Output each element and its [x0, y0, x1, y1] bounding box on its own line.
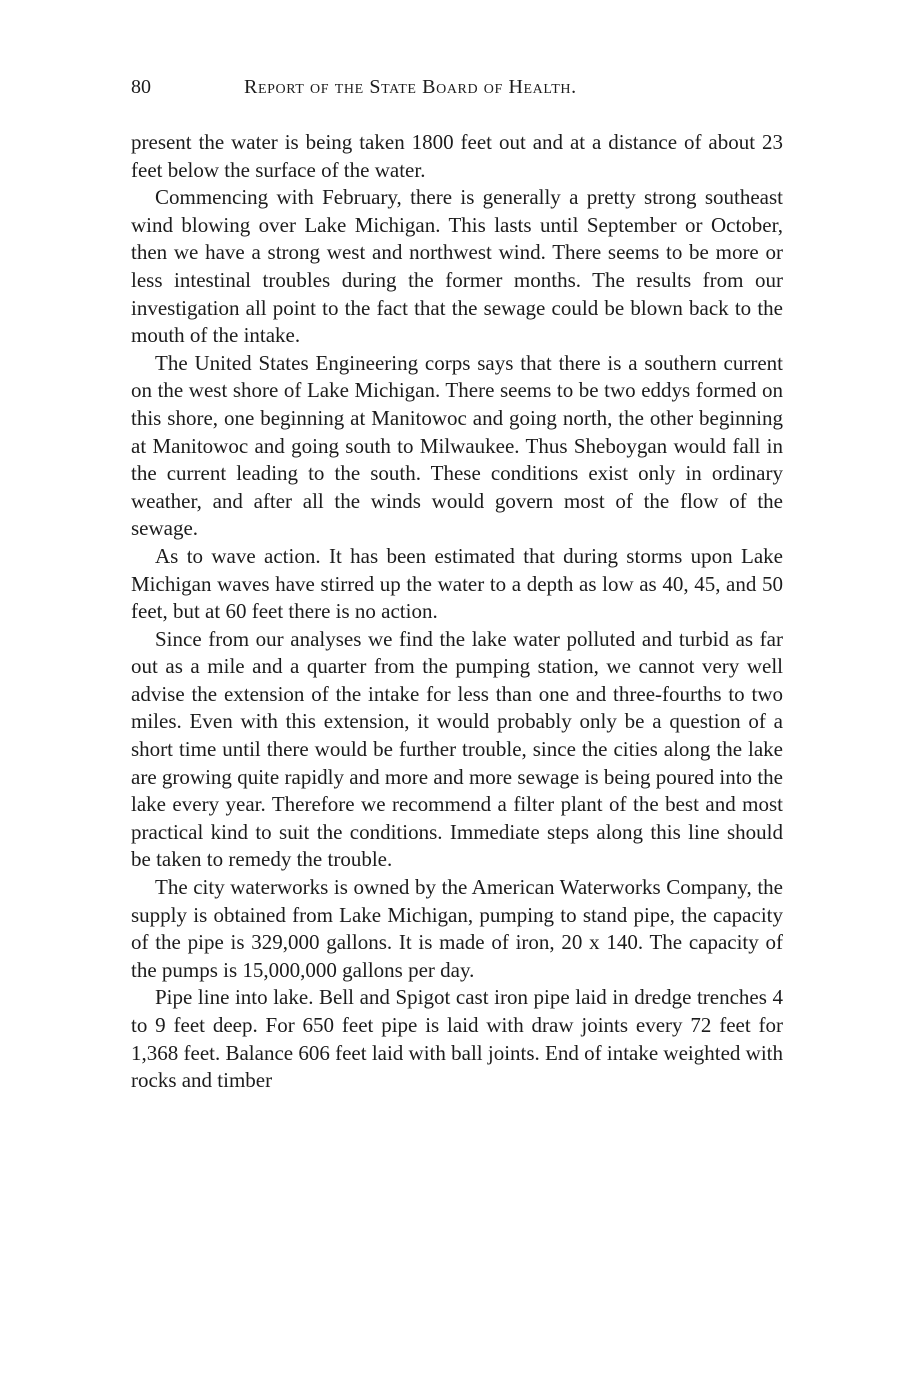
paragraph-pipe-line: Pipe line into lake. Bell and Spigot cast iron pipe laid in dredge trenches 4 to 9 feet deep. For 650 feet pipe is laid with draw joints every 72 feet for 1,368 feet. Balance 606 feet laid with ball joints. End of intake weighted with rocks and timber	[131, 985, 783, 1093]
paragraph-wind: Commencing with February, there is generally a pretty strong southeast wind blowing over Lake Michigan. This lasts until September or October, then we have a strong west and northwest wind. There seems to be more or less intestinal troubles during the former months. The results from our investigation all point to the fact that the sewage could be blown back to the mouth of the intake.	[131, 185, 783, 348]
paragraph-waterworks: The city waterworks is owned by the American Waterworks Company, the supply is obtained from Lake Michigan, pumping to stand pipe, the capacity of the pipe is 329,000 gallons. It is made of iron, 20 x 140. The capacity of the pumps is 15,000,000 gallons per day.	[131, 875, 783, 982]
running-head	[131, 72, 783, 112]
running-title: Report of the State Board of Health.	[244, 76, 577, 98]
paragraph-currents: The United States Engineering corps says that there is a southern current on the west shore of Lake Michigan. There seems to be two eddys formed on this shore, one beginning at Manitowoc and going north, the other beginning at Manitowoc and going south to Milwaukee. Thus Sheboygan would fall in the current leading to the south. These conditions exist only in ordinary weather, and after all the winds would govern most of the flow of the sewage.	[131, 350, 783, 541]
book-page	[131, 72, 783, 1095]
paragraph-wave-action: As to wave action. It has been estimated that during storms upon Lake Michigan waves have stirred up the water to a depth as low as 40, 45, and 50 feet, but at 60 feet there is no action.	[131, 543, 783, 624]
body-text	[131, 129, 783, 1095]
paragraph-recommendation: Since from our analyses we find the lake water polluted and turbid as far out as a mile and a quarter from the pumping station, we cannot very well advise the extension of the intake for less than one and three-fourths to two miles. Even with this extension, it would probably only be a question of a short time until there would be further trouble, since the cities along the lake are growing quite rapidly and more and more sewage is being poured into the lake every year. Therefore we recommend a filter plant of the best and most practical kind to suit the conditions. Immediate steps along this line should be taken to remedy the trouble.	[131, 626, 783, 872]
paragraph-continued: present the water is being taken 1800 feet out and at a distance of about 23 feet below the surface of the water.	[131, 130, 783, 182]
page-number: 80	[131, 76, 151, 98]
